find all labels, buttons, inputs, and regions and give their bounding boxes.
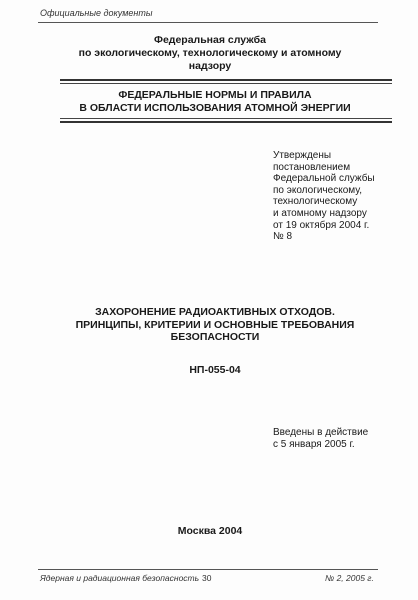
series-line-1: ФЕДЕРАЛЬНЫЕ НОРМЫ И ПРАВИЛА bbox=[118, 89, 312, 101]
series-top-rule bbox=[60, 79, 392, 81]
approval-line: и атомному надзору bbox=[273, 207, 367, 219]
footer-page-number: 30 bbox=[202, 573, 212, 583]
footer-issue: № 2, 2005 г. bbox=[325, 573, 374, 583]
header-divider bbox=[38, 22, 378, 23]
approval-line: постановлением bbox=[273, 161, 351, 173]
approval-line: Утверждены bbox=[273, 150, 332, 161]
agency-name bbox=[60, 34, 360, 73]
header-label: Официальные документы bbox=[40, 8, 153, 18]
document-code: НП-055-04 bbox=[189, 364, 241, 376]
approval-line: по экологическому, bbox=[273, 184, 363, 196]
series-title bbox=[60, 89, 370, 115]
approval-block bbox=[273, 150, 403, 243]
approval-line: от 19 октября 2004 г. bbox=[273, 219, 370, 231]
city-year: Москва 2004 bbox=[177, 525, 243, 537]
series-line-2: В ОБЛАСТИ ИСПОЛЬЗОВАНИЯ АТОМНОЙ ЭНЕРГИИ bbox=[79, 102, 351, 114]
footer-journal: Ядерная и радиационная безопасность bbox=[40, 573, 200, 583]
series-top-rule-thin bbox=[60, 83, 392, 84]
document-title bbox=[60, 306, 370, 344]
document-title-line-2: ПРИНЦИПЫ, КРИТЕРИИ И ОСНОВНЫЕ ТРЕБОВАНИЯ bbox=[75, 318, 355, 331]
approval-line: № 8 bbox=[273, 231, 293, 243]
approval-line: Федеральной службы bbox=[273, 173, 375, 185]
approval-line: технологическому bbox=[273, 196, 358, 208]
series-bottom-rule-thin bbox=[60, 118, 392, 119]
effective-date-block bbox=[273, 427, 403, 451]
series-bottom-rule bbox=[60, 121, 392, 123]
agency-line-2: по экологическому, технологическому и атомному надзору bbox=[78, 47, 342, 72]
effective-line-2: с 5 января 2005 г. bbox=[273, 439, 355, 450]
effective-line-1: Введены в действие bbox=[273, 427, 369, 438]
footer-divider bbox=[38, 569, 378, 570]
document-title-line-3: БЕЗОПАСНОСТИ bbox=[170, 331, 260, 343]
document-title-line-1: ЗАХОРОНЕНИЕ РАДИОАКТИВНЫХ ОТХОДОВ. bbox=[95, 306, 335, 318]
agency-line-1: Федеральная служба bbox=[153, 34, 267, 46]
